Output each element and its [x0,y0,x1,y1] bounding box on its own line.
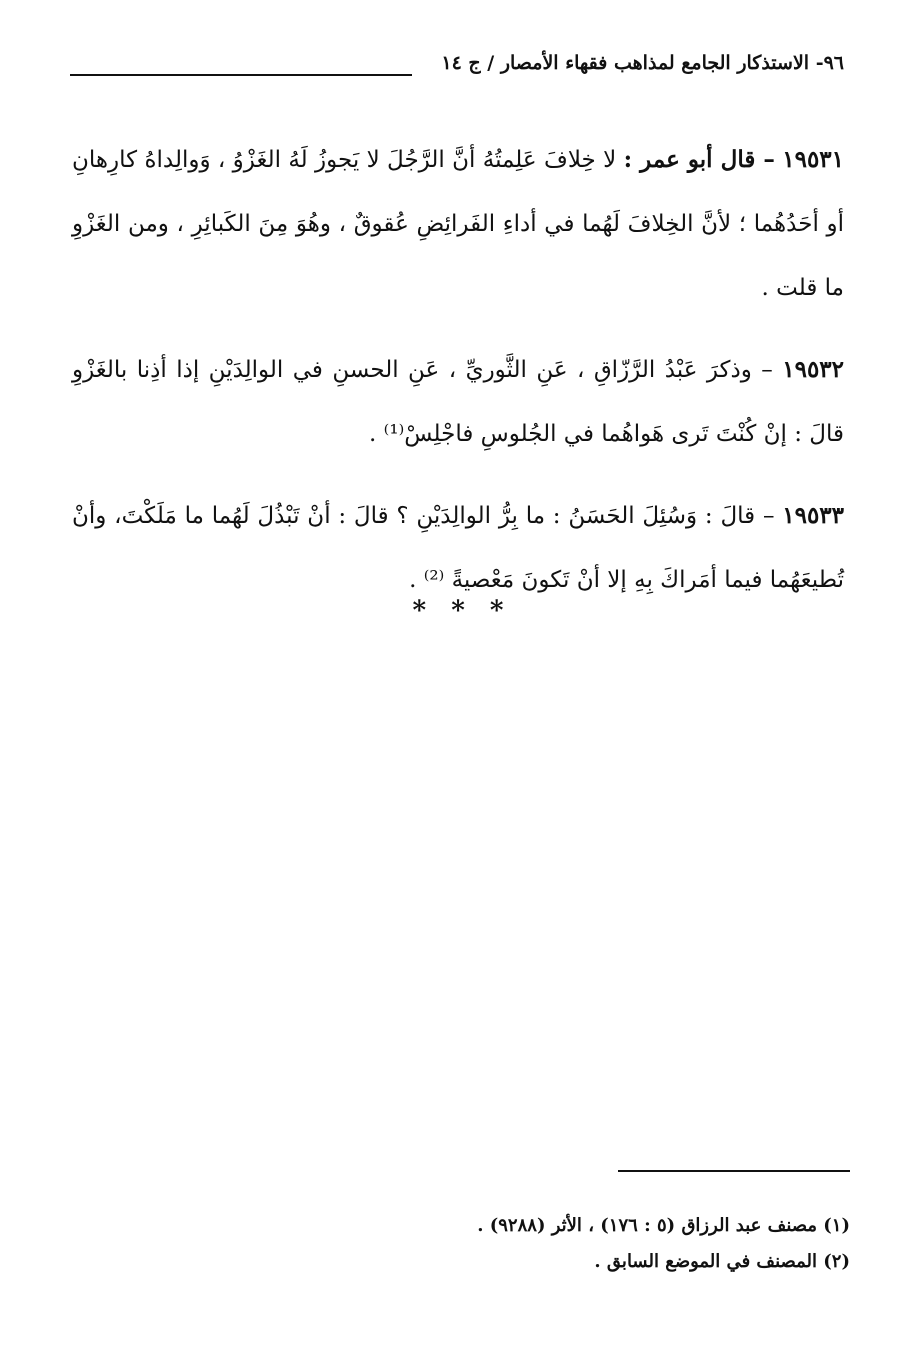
paragraph-19531: ١٩٥٣١ – قال أبو عمر : لا خِلافَ عَلِمتُهُ أنَّ الرَّجُلَ لا يَجوزُ لَهُ الغَزْوُ ، وَوالِداهُ كارِهانِ أو أحَدُهُما ؛ لأنَّ الخِلافَ لَهُما في أداءِ الفَرائِضِ عُقوقٌ ، وهُوَ مِنَ الكَبائِرِ ، ومن الغَزْوِ ما قلت . [72,146,845,301]
paragraph-19533: ١٩٥٣٣ – قالَ : وَسُئِلَ الحَسَنُ : ما بِرُّ الوالِدَيْنِ ؟ قالَ : أنْ تَبْذُلَ لَهُما ما مَلَكْتَ، وأنْ تُطيعَهُما فيما أمَراكَ بِهِ إلا أنْ تَكونَ مَعْصيةً ⁽²⁾ . [72,502,845,593]
paragraph-19532: ١٩٥٣٢ – وذكرَ عَبْدُ الرَّزّاقِ ، عَنِ الثَّوريِّ ، عَنِ الحسنِ في الوالِدَيْنِ إذا أذِنا بالغَزْوِ قالَ : إنْ كُنْتَ تَرى هَواهُما في الجُلوسِ فاجْلِسْ⁽¹⁾ . [72,356,845,447]
main-text [72,128,844,630]
footnotes [70,1208,850,1280]
paragraph-text: لا خِلافَ عَلِمتُهُ أنَّ الرَّجُلَ لا يَجوزُ لَهُ الغَزْوُ ، وَوالِداهُ كارِهانِ أو أحَدُهُما ؛ لأنَّ الخِلافَ لَهُما في أداءِ الفَرائِضِ عُقوقٌ ، وهُوَ مِنَ الكَبائِرِ ، ومن الغَزْوِ ما قلت . [72,147,844,301]
paragraph-number: ١٩٥٣٣ [782,502,845,529]
running-header: ٩٦- الاستذكار الجامع لمذاهب فقهاء الأمصار / ج ١٤ [441,52,844,74]
paragraph-text: وذكرَ عَبْدُ الرَّزّاقِ ، عَنِ الثَّوريِّ ، عَنِ الحسنِ في الوالِدَيْنِ إذا أذِنا بالغَزْوِ قالَ : إنْ كُنْتَ تَرى هَواهُما في الجُلوسِ فاجْلِسْ⁽¹⁾ . [72,357,844,447]
footnote-rule [618,1170,850,1172]
footnote-1: (١) مصنف عبد الرزاق (٥ : ١٧٦) ، الأثر (٩٢٨٨) . [477,1215,850,1236]
footnote-2: (٢) المصنف في الموضع السابق . [594,1251,850,1272]
paragraph-text: قالَ : وَسُئِلَ الحَسَنُ : ما بِرُّ الوالِدَيْنِ ؟ قالَ : أنْ تَبْذُلَ لَهُما ما مَلَكْتَ، وأنْ تُطيعَهُما فيما أمَراكَ بِهِ إلا أنْ تَكونَ مَعْصيةً ⁽²⁾ . [72,503,844,593]
header-rule [70,74,412,76]
paragraph-number: ١٩٥٣١ [782,146,845,173]
paragraph-speaker: قال أبو عمر : [623,146,756,173]
section-separator: * * * [412,596,512,626]
paragraph-number: ١٩٥٣٢ [782,356,845,383]
